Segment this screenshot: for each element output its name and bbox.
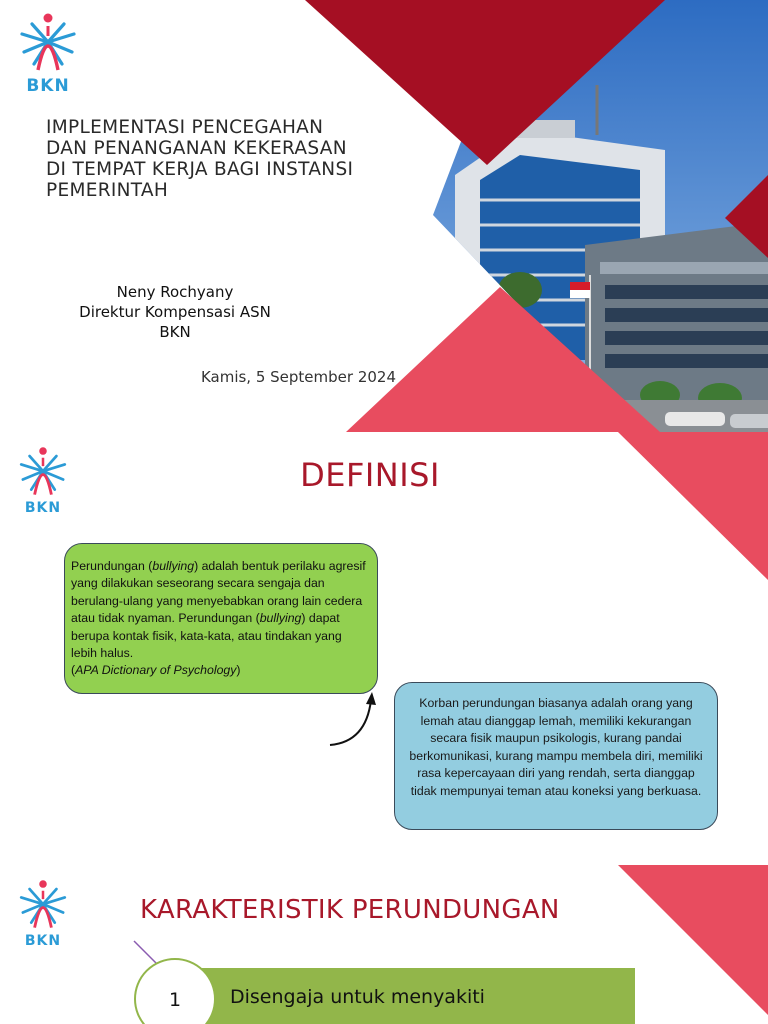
characteristic-item-text: Disengaja untuk menyakiti bbox=[230, 986, 485, 1008]
text-span: ) bbox=[236, 663, 241, 678]
text-span: ) dapat berupa kontak fisik, kata-kata, atau tindakan yang lebih halus. bbox=[71, 611, 342, 661]
title-line: DI TEMPAT KERJA BAGI INSTANSI bbox=[46, 159, 354, 180]
coral-corner-triangle bbox=[618, 865, 768, 1015]
coral-corner-triangle bbox=[618, 432, 768, 580]
connector-line bbox=[134, 941, 158, 965]
curved-arrow-icon bbox=[326, 690, 386, 750]
title-line: IMPLEMENTASI PENCEGAHAN bbox=[46, 117, 324, 138]
item-number: 1 bbox=[168, 989, 182, 1011]
definition-slide bbox=[0, 432, 768, 865]
presenter-block bbox=[60, 282, 290, 342]
slide-title: DEFINISI bbox=[300, 456, 440, 494]
presentation-date: Kamis, 5 September 2024 bbox=[200, 368, 396, 386]
slide-title: KARAKTERISTIK PERUNDUNGAN bbox=[140, 895, 560, 925]
presenter-role: Direktur Kompensasi ASN bbox=[79, 303, 271, 321]
logo-label: BKN bbox=[24, 500, 62, 516]
bkn-logo bbox=[16, 12, 80, 98]
source-citation: APA Dictionary of Psychology bbox=[75, 663, 237, 678]
victim-text: Korban perundungan biasanya adalah orang yang lemah atau dianggap lemah, memiliki kekurangan secara fisik maupun psikologis, kurang pandai berkomunikasi, kurang mampu membela diri, memiliki rasa kepercayaan diri yang rendah, serta dianggap tidak mempunyai teman atau koneksi yang berkuasa. bbox=[409, 696, 703, 798]
presenter-org: BKN bbox=[159, 323, 191, 341]
title-line: PEMERINTAH bbox=[46, 180, 169, 201]
title-line: DAN PENANGANAN KEKERASAN bbox=[46, 138, 347, 159]
definition-text bbox=[71, 558, 369, 680]
presentation-title bbox=[46, 117, 396, 201]
bkn-emblem-icon bbox=[16, 879, 70, 931]
text-span: ( bbox=[71, 663, 76, 678]
bkn-emblem-icon bbox=[16, 446, 70, 498]
bkn-logo bbox=[16, 446, 70, 520]
term-italic: bullying bbox=[259, 611, 302, 626]
presenter-name: Neny Rochyany bbox=[116, 283, 234, 301]
characteristics-slide bbox=[0, 865, 768, 1024]
title-slide bbox=[0, 0, 768, 432]
definition-bubble bbox=[64, 543, 378, 694]
bkn-logo bbox=[16, 879, 70, 953]
text-span: ) adalah bentuk perilaku agresif yang dilakukan seseorang secara sengaja dan berulang-ulang yang menyebabkan orang lain cedera atau tidak nyaman. Perundungan ( bbox=[71, 559, 366, 626]
logo-label: BKN bbox=[24, 933, 62, 949]
term-italic: bullying bbox=[152, 559, 195, 573]
text-span: Perundungan ( bbox=[71, 559, 153, 573]
logo-label: BKN bbox=[26, 76, 70, 96]
bkn-emblem-icon bbox=[16, 12, 80, 74]
victim-bubble bbox=[394, 682, 718, 830]
